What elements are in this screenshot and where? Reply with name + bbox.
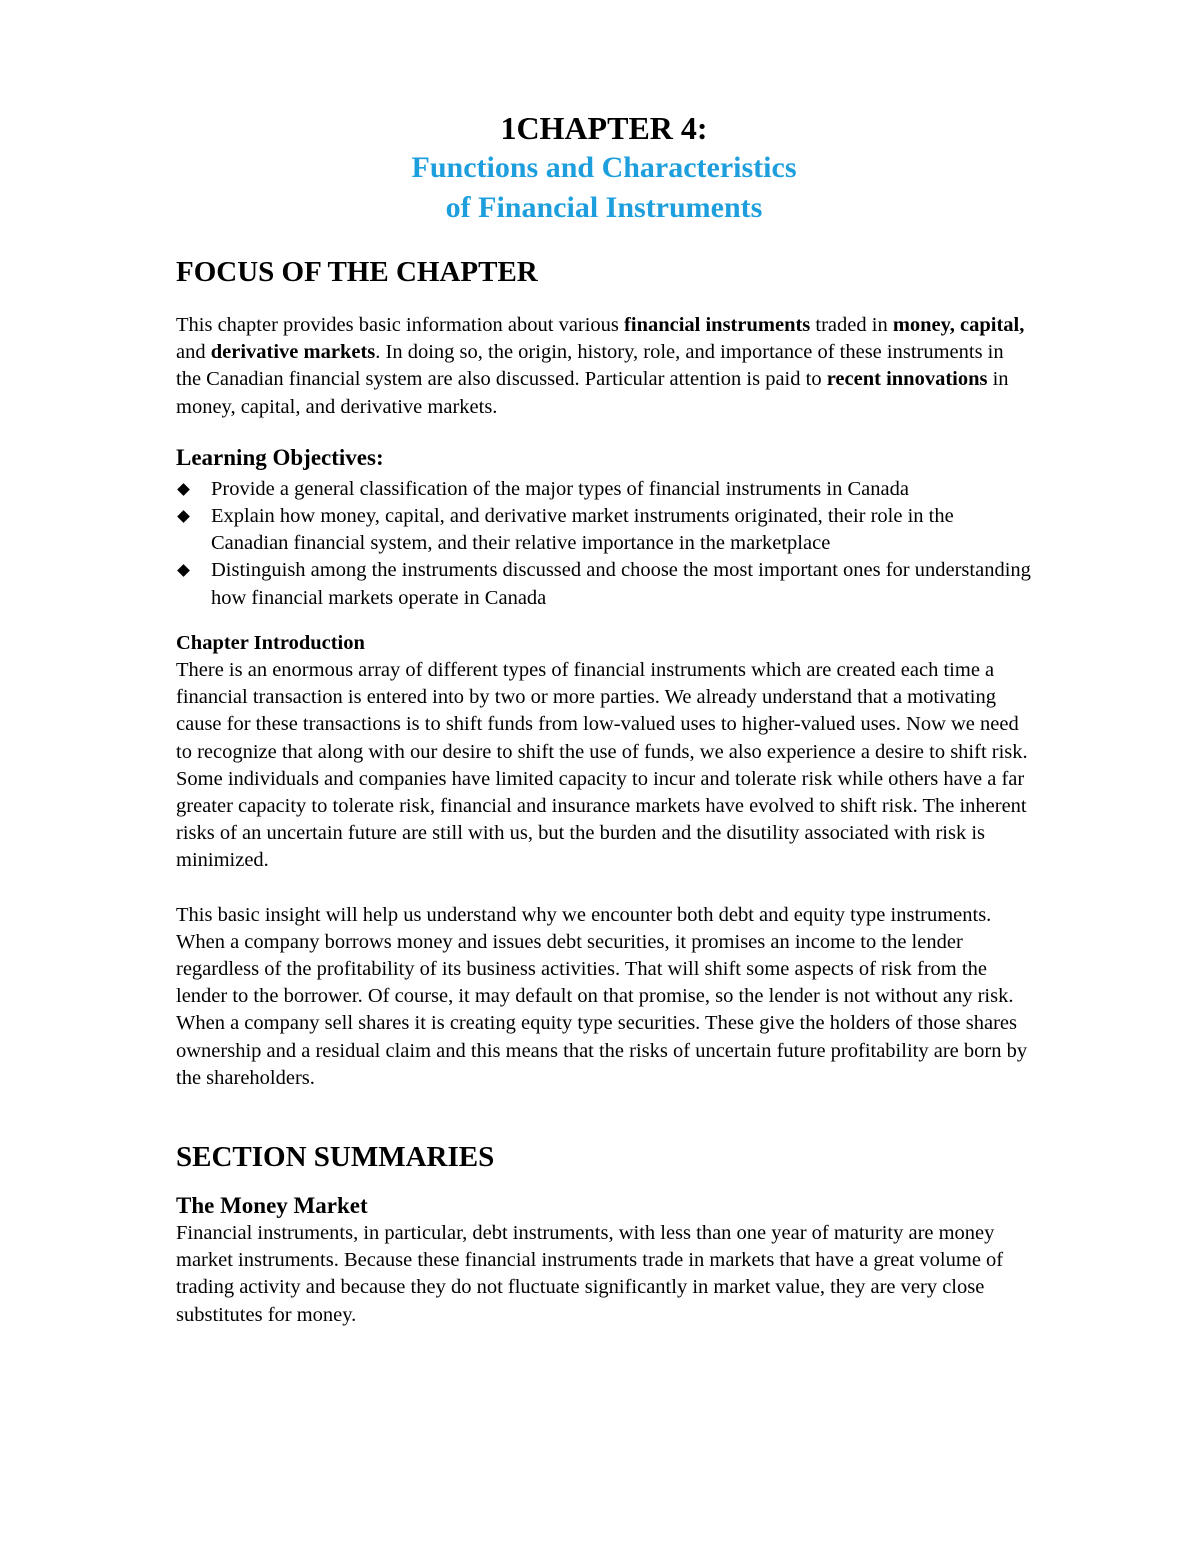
chapter-title-line-2: of Financial Instruments [445, 191, 763, 224]
money-market-paragraph: Financial instruments, in particular, debt instruments, with less than one year of maturity are money market instruments. Because these financial instruments trade in markets that have a great volume of trading activity and because they do not fluctuate significantly in market value, they are very close substitutes for money. [176, 1222, 1004, 1326]
money-market-heading: The Money Market [176, 1193, 368, 1219]
intro-heading: Chapter Introduction [176, 631, 365, 654]
objectives-heading: Learning Objectives: [176, 444, 384, 470]
intro-paragraph-1: There is an enormous array of different types of financial instruments which are created each time a financial transaction is entered into by two or more parties. We already understand that a motivating cause for these transactions is to shift funds from low-valued uses to higher-valued uses. Now we need to recognize that along with our desire to shift the use of funds, we also experience a desire to shift risk. Some individuals and companies have limited capacity to incur and tolerate risk while others have a far greater capacity to tolerate risk, financial and insurance markets have evolved to shift risk. The inherent risks of an uncertain future are still with us, but the burden and the disutility associated with risk is minimized. [176, 659, 1028, 872]
objectives-list [176, 476, 1032, 612]
diamond-bullet-icon [177, 483, 190, 496]
diamond-bullet-icon [177, 565, 190, 578]
chapter-title [176, 108, 1032, 228]
document-page [176, 108, 1032, 1329]
section-summaries-heading: SECTION SUMMARIES [176, 1141, 495, 1174]
chapter-title-line-1: Functions and Characteristics [411, 151, 797, 184]
chapter-number: 1CHAPTER 4: [500, 110, 708, 146]
diamond-bullet-icon [177, 510, 190, 523]
focus-paragraph: This chapter provides basic information about various financial instruments traded in money, capital, and derivative markets. In doing so, the origin, history, role, and importance of these instruments in the Canadian financial system are also discussed. Particular attention is paid to recent innovations in money, capital, and derivative markets. [176, 314, 1025, 418]
list-item: Explain how money, capital, and derivative market instruments originated, their role in the Canadian financial system, and their relative importance in the marketplace [176, 503, 1032, 557]
focus-heading: FOCUS OF THE CHAPTER [176, 256, 538, 288]
intro-paragraph-2: This basic insight will help us understand why we encounter both debt and equity type instruments. When a company borrows money and issues debt securities, it promises an income to the lender regardless of the profitability of its business activities. That will shift some aspects of risk from the lender to the borrower. Of course, it may default on that promise, so the lender is not without any risk. When a company sell shares it is creating equity type securities. These give the holders of those shares ownership and a residual claim and this means that the risks of uncertain future profitability are born by the shareholders. [176, 903, 1028, 1089]
list-item: Provide a general classification of the major types of financial instruments in Canada [176, 476, 1032, 503]
list-item: Distinguish among the instruments discussed and choose the most important ones for understanding how financial markets operate in Canada [176, 557, 1032, 611]
